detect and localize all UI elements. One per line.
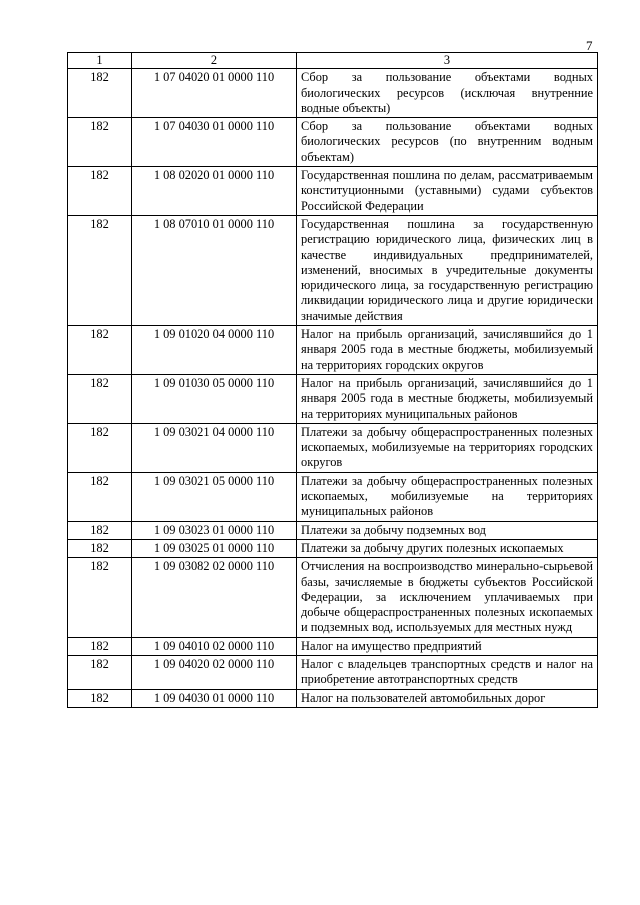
admin-code-cell: 182 xyxy=(68,539,132,557)
table-row xyxy=(68,423,598,472)
admin-code-cell: 182 xyxy=(68,521,132,539)
column-header-1: 1 xyxy=(68,53,132,69)
revenue-name-cell: Налог на прибыль организаций, зачислявшийся до 1 января 2005 года в местные бюджеты, мобилизуемый на территориях муниципальных районов xyxy=(297,374,598,423)
admin-code-cell: 182 xyxy=(68,558,132,637)
table-row xyxy=(68,69,598,118)
kbk-code-cell: 1 09 01020 04 0000 110 xyxy=(132,326,297,375)
budget-codes-table xyxy=(67,52,598,708)
kbk-code-cell: 1 09 01030 05 0000 110 xyxy=(132,374,297,423)
table-row xyxy=(68,521,598,539)
kbk-code-cell: 1 09 03021 05 0000 110 xyxy=(132,472,297,521)
revenue-name-cell: Платежи за добычу подземных вод xyxy=(297,521,598,539)
revenue-name-cell: Налог на прибыль организаций, зачислявшийся до 1 января 2005 года в местные бюджеты, мобилизуемый на территориях городских округов xyxy=(297,326,598,375)
revenue-name-cell: Государственная пошлина по делам, рассматриваемым конституционными (уставными) судами субъектов Российской Федерации xyxy=(297,167,598,216)
revenue-name-cell: Налог на пользователей автомобильных дорог xyxy=(297,689,598,707)
table-row xyxy=(68,167,598,216)
kbk-code-cell: 1 09 04020 02 0000 110 xyxy=(132,655,297,689)
kbk-code-cell: 1 09 04030 01 0000 110 xyxy=(132,689,297,707)
table-row xyxy=(68,539,598,557)
admin-code-cell: 182 xyxy=(68,655,132,689)
admin-code-cell: 182 xyxy=(68,118,132,167)
admin-code-cell: 182 xyxy=(68,326,132,375)
revenue-name-cell: Сбор за пользование объектами водных биологических ресурсов (по внутренним водным объектам) xyxy=(297,118,598,167)
column-header-2: 2 xyxy=(132,53,297,69)
column-header-3: 3 xyxy=(297,53,598,69)
kbk-code-cell: 1 09 03021 04 0000 110 xyxy=(132,423,297,472)
admin-code-cell: 182 xyxy=(68,423,132,472)
table-row xyxy=(68,118,598,167)
table-row xyxy=(68,655,598,689)
admin-code-cell: 182 xyxy=(68,215,132,325)
revenue-name-cell: Налог на имущество предприятий xyxy=(297,637,598,655)
admin-code-cell: 182 xyxy=(68,689,132,707)
revenue-name-cell: Отчисления на воспроизводство минерально-сырьевой базы, зачисляемые в бюджеты субъектов Российской Федерации, за исключением уплачиваемых при добыче общераспространенных полезных ископаемых и подземных вод, используемых для местных нужд xyxy=(297,558,598,637)
kbk-code-cell: 1 09 03082 02 0000 110 xyxy=(132,558,297,637)
revenue-name-cell: Государственная пошлина за государственную регистрацию юридического лица, физических лиц в качестве индивидуальных предпринимателей, изменений, вносимых в учредительные документы юридического лица, за государственную регистрацию ликвидации юридического лица и другие юридически значимые действия xyxy=(297,215,598,325)
revenue-name-cell: Платежи за добычу общераспространенных полезных ископаемых, мобилизуемые на территориях городских округов xyxy=(297,423,598,472)
admin-code-cell: 182 xyxy=(68,167,132,216)
table-row xyxy=(68,689,598,707)
admin-code-cell: 182 xyxy=(68,637,132,655)
kbk-code-cell: 1 09 04010 02 0000 110 xyxy=(132,637,297,655)
revenue-name-cell: Платежи за добычу других полезных ископаемых xyxy=(297,539,598,557)
kbk-code-cell: 1 09 03023 01 0000 110 xyxy=(132,521,297,539)
admin-code-cell: 182 xyxy=(68,472,132,521)
admin-code-cell: 182 xyxy=(68,69,132,118)
admin-code-cell: 182 xyxy=(68,374,132,423)
revenue-name-cell: Платежи за добычу общераспространенных полезных ископаемых, мобилизуемые на территориях муниципальных районов xyxy=(297,472,598,521)
page-number: 7 xyxy=(586,38,593,53)
kbk-code-cell: 1 07 04020 01 0000 110 xyxy=(132,69,297,118)
table-row xyxy=(68,558,598,637)
kbk-code-cell: 1 07 04030 01 0000 110 xyxy=(132,118,297,167)
table-row xyxy=(68,374,598,423)
revenue-name-cell: Сбор за пользование объектами водных биологических ресурсов (исключая внутренние водные объекты) xyxy=(297,69,598,118)
table-row xyxy=(68,637,598,655)
table-row xyxy=(68,215,598,325)
table-row xyxy=(68,472,598,521)
table-header-row xyxy=(68,53,598,69)
kbk-code-cell: 1 09 03025 01 0000 110 xyxy=(132,539,297,557)
revenue-name-cell: Налог с владельцев транспортных средств и налог на приобретение автотранспортных средств xyxy=(297,655,598,689)
kbk-code-cell: 1 08 02020 01 0000 110 xyxy=(132,167,297,216)
table-row xyxy=(68,326,598,375)
kbk-code-cell: 1 08 07010 01 0000 110 xyxy=(132,215,297,325)
